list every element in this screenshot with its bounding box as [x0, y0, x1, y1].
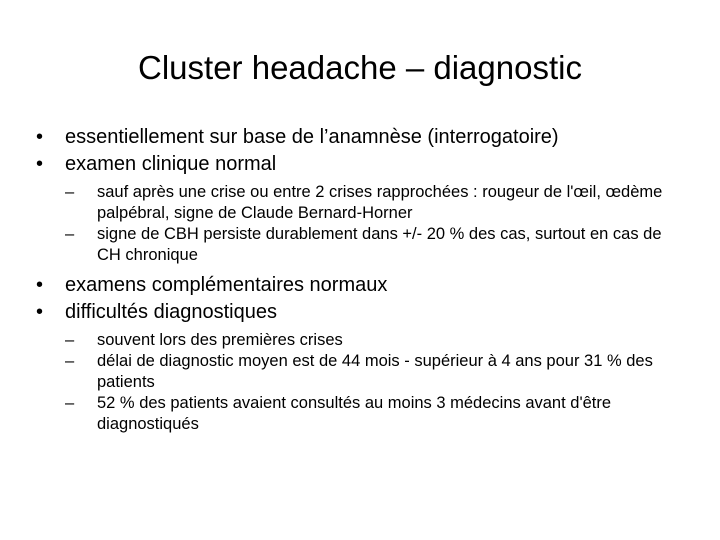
bullet-item — [36, 272, 686, 299]
sub-bullet-item — [65, 182, 686, 224]
dash-icon: – — [65, 183, 75, 201]
sub-bullet-text: 52 % des patients avaient consultés au moins 3 médecins avant d'être diagnostiqués — [97, 394, 612, 433]
sub-bullet-item — [65, 330, 686, 351]
sub-bullet-text: sauf après une crise ou entre 2 crises rapprochées : rougeur de l'œil, œdème palpébral, signe de Claude Bernard-Horner — [97, 183, 663, 222]
sub-bullet-item — [65, 393, 686, 435]
bullet-item — [36, 299, 686, 326]
bullet-text: difficultés diagnostiques — [65, 301, 277, 323]
bullet-item — [36, 151, 686, 178]
slide-title: Cluster headache – diagnostic — [138, 49, 582, 86]
sub-bullet-item — [65, 224, 686, 266]
sub-bullet-text: souvent lors des premières crises — [97, 331, 343, 349]
dash-icon: – — [65, 225, 75, 243]
bullet-text: examens complémentaires normaux — [65, 274, 388, 296]
sub-bullet-item — [65, 351, 686, 393]
dash-icon: – — [65, 394, 75, 412]
sub-bullet-text: signe de CBH persiste durablement dans +/- 20 % des cas, surtout en cas de CH chronique — [97, 225, 662, 264]
bullet-icon: • — [36, 274, 44, 296]
sub-bullet-list — [65, 330, 686, 435]
sub-bullet-list — [65, 182, 686, 266]
bullet-list — [36, 124, 686, 435]
sub-bullet-text: délai de diagnostic moyen est de 44 mois - supérieur à 4 ans pour 31 % des patients — [97, 352, 653, 391]
dash-icon: – — [65, 352, 75, 370]
bullet-text: examen clinique normal — [65, 153, 277, 175]
bullet-text: essentiellement sur base de l’anamnèse (interrogatoire) — [65, 126, 559, 148]
bullet-icon: • — [36, 301, 44, 323]
bullet-item — [36, 124, 686, 151]
bullet-icon: • — [36, 126, 44, 148]
bullet-icon: • — [36, 153, 44, 175]
slide-content — [36, 124, 686, 441]
dash-icon: – — [65, 331, 75, 349]
